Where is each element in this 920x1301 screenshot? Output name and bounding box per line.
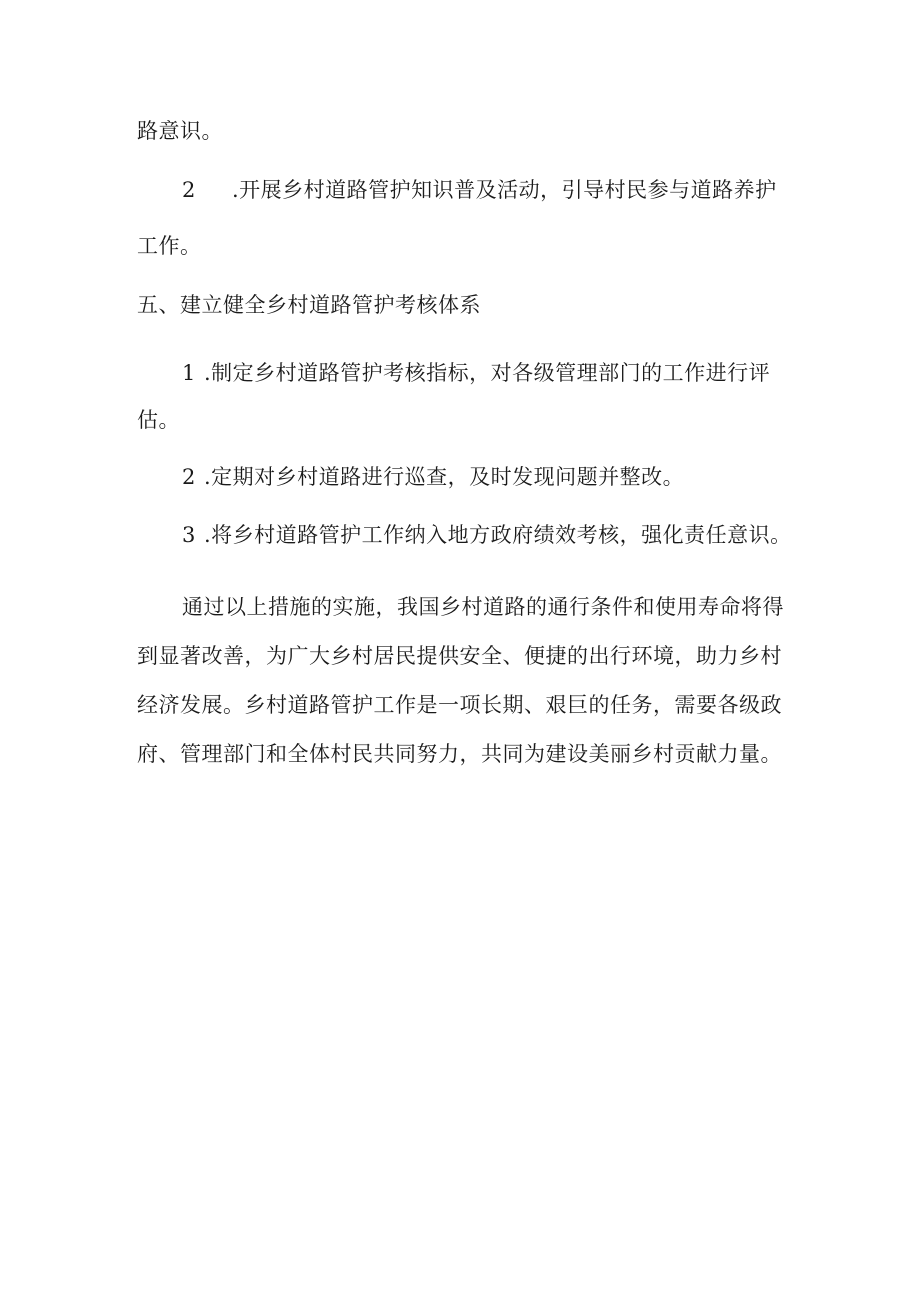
list-item-2-line2: 工作。 <box>137 234 202 258</box>
list-item-2b <box>182 462 684 492</box>
list-item-2-line1 <box>182 175 777 205</box>
list-item-3 <box>182 520 792 550</box>
conclusion-line-3: 经济发展。乡村道路管护工作是一项长期、艰巨的任务，需要各级政 <box>137 693 782 717</box>
list-number: 2 <box>182 465 196 489</box>
list-item-text: .开展乡村道路管护知识普及活动，引导村民参与道路养护 <box>232 178 777 202</box>
list-item-text: .定期对乡村道路进行巡查，及时发现问题并整改。 <box>204 465 685 489</box>
list-number: 3 <box>182 523 196 547</box>
conclusion-line-4: 府、管理部门和全体村民共同努力，共同为建设美丽乡村贡献力量。 <box>137 742 782 766</box>
list-item-text: .将乡村道路管护工作纳入地方政府绩效考核，强化责任意识。 <box>204 523 792 547</box>
continuation-tail: 路意识。 <box>137 119 223 143</box>
section-heading: 五、建立健全乡村道路管护考核体系 <box>137 293 481 317</box>
list-item-text: .制定乡村道路管护考核指标，对各级管理部门的工作进行评 <box>204 361 771 385</box>
conclusion-line-2: 到显著改善，为广大乡村居民提供安全、便捷的出行环境，助力乡村 <box>137 644 782 668</box>
list-item-1-line1 <box>182 358 770 388</box>
list-number: 1 <box>182 361 196 385</box>
conclusion-line-1: 通过以上措施的实施，我国乡村道路的通行条件和使用寿命将得 <box>182 595 784 619</box>
list-number: 2 <box>182 178 196 202</box>
list-item-1-line2: 估。 <box>137 408 180 432</box>
